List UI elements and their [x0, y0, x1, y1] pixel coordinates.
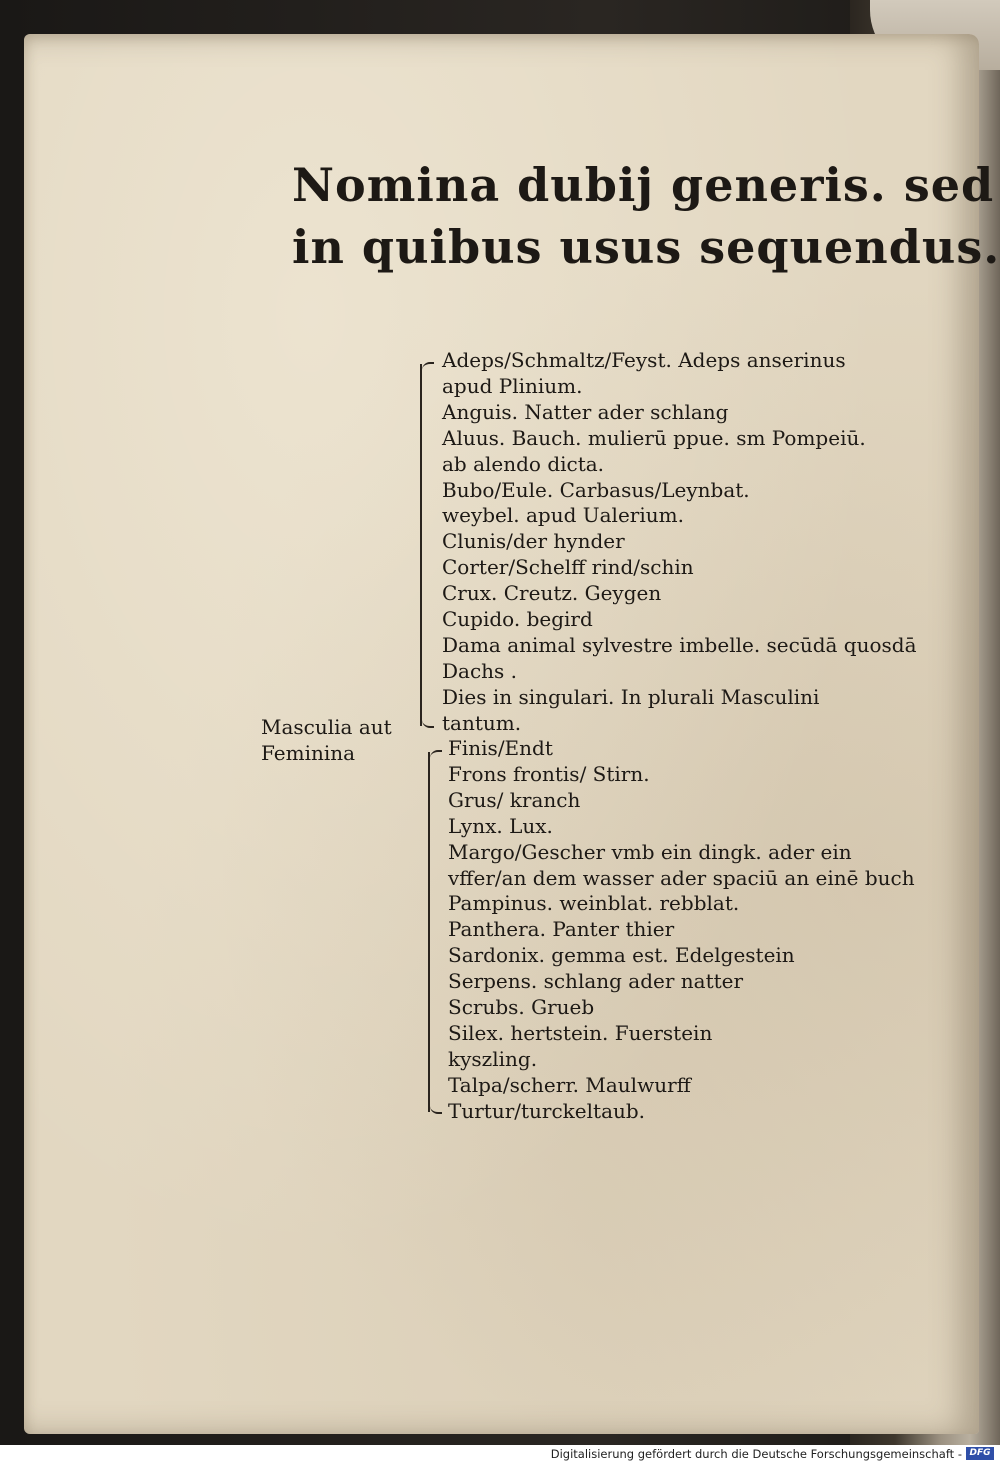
- dfg-logo: DFG: [966, 1447, 994, 1460]
- entry-line: Cupido. begird: [442, 607, 593, 632]
- entry-line: Adeps/Schmaltz/Feyst. Adeps anserinus: [442, 348, 846, 372]
- entry-line: Dama animal sylvestre imbelle. secūdā quosdā: [442, 632, 917, 657]
- footer-bar: [0, 1445, 1000, 1463]
- title-line-1: Nomina dubij generis. sed: [292, 158, 995, 212]
- entry-line: Silex. hertstein. Fuerstein: [448, 1020, 713, 1045]
- entry-line: Finis/Endt: [448, 736, 553, 760]
- entry-line: Margo/Gescher vmb ein dingk. ader ein: [448, 839, 852, 864]
- entry-line: Panthera. Panter thier: [448, 917, 675, 942]
- funding-credit: Digitalisierung gefördert durch die Deutsche Forschungsgemeinschaft -: [550, 1447, 962, 1461]
- entry-line: Talpa/scherr. Maulwurff: [448, 1072, 691, 1097]
- title-line-2: in quibus usus sequendus.: [292, 220, 1000, 274]
- entry-line: Crux. Creutz. Geygen: [442, 581, 662, 606]
- entry-line: Scrubs. Grueb: [448, 995, 595, 1020]
- entry-line: Grus/ kranch: [448, 787, 581, 812]
- category-label: [261, 714, 392, 766]
- entry-line: Serpens. schlang ader natter: [448, 969, 744, 994]
- entry-line: ab alendo dicta.: [442, 451, 605, 476]
- entry-list-group-2: [448, 736, 915, 1125]
- entry-line: Anguis. Natter ader schlang: [442, 399, 729, 424]
- entry-line: Bubo/Eule. Carbasus/Leynbat.: [442, 477, 750, 502]
- entry-line: Pampinus. weinblat. rebblat.: [448, 891, 740, 916]
- bracket-group-1: [420, 364, 442, 726]
- entry-line: Turtur/turckeltaub.: [448, 1098, 646, 1123]
- entry-line: apud Plinium.: [442, 373, 583, 398]
- entry-list-group-1: [442, 348, 917, 737]
- entry-line: Frons frontis/ Stirn.: [448, 761, 650, 786]
- entry-line: Aluus. Bauch. mulierū ppue. sm Pompeiū.: [442, 425, 866, 450]
- entry-line: Lynx. Lux.: [448, 813, 553, 838]
- category-line-2: Feminina: [261, 741, 356, 765]
- entry-line: kyszling.: [448, 1046, 538, 1071]
- page-title: [292, 154, 1000, 278]
- entry-line: weybel. apud Ualerium.: [442, 503, 684, 528]
- entry-line: Dies in singulari. In plurali Masculini: [442, 684, 820, 709]
- book-page: [24, 34, 1000, 1434]
- category-line-1: Masculia aut: [261, 715, 392, 739]
- entry-line: Clunis/der hynder: [442, 529, 625, 554]
- entry-line: Dachs .: [442, 658, 518, 683]
- bracket-group-2: [428, 752, 450, 1112]
- entry-line: vffer/an dem wasser ader spaciū an einē buch: [448, 865, 915, 890]
- entry-line: tantum.: [442, 710, 522, 735]
- entry-line: Corter/Schelff rind/schin: [442, 555, 694, 580]
- entry-line: Sardonix. gemma est. Edelgestein: [448, 943, 795, 968]
